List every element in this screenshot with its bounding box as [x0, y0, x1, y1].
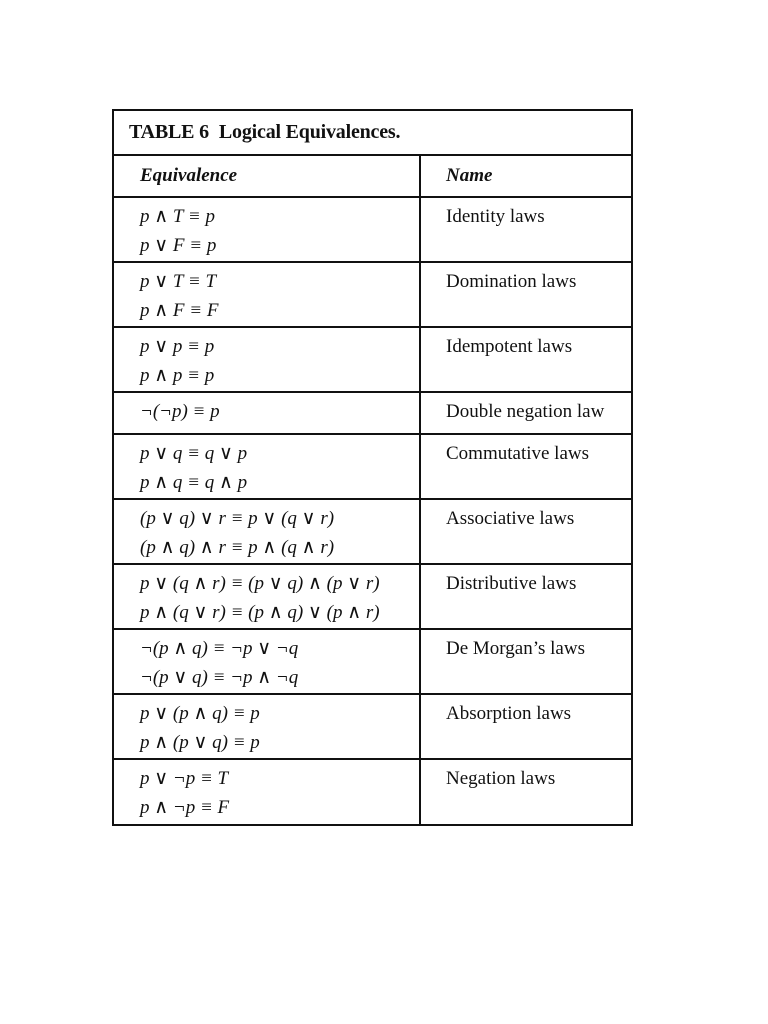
equivalence-cell: [114, 499, 420, 564]
table-row: [114, 694, 633, 759]
name-header: Name: [420, 156, 633, 197]
table-row: [114, 327, 633, 392]
table-row: [114, 564, 633, 629]
table-row: [114, 392, 633, 434]
law-name: Associative laws: [420, 499, 633, 564]
formula: p ∨ T ≡ T: [140, 271, 217, 292]
formula: ¬(p ∧ q) ≡ ¬p ∨ ¬q: [140, 638, 299, 659]
table-row: [114, 629, 633, 694]
equivalence-cell: [114, 197, 420, 262]
formula: p ∨ F ≡ p: [140, 235, 217, 256]
logical-equivalences-table: [112, 109, 633, 826]
formula: p ∧ (p ∨ q) ≡ p: [140, 732, 260, 753]
equivalence-cell: [114, 262, 420, 327]
formula: (p ∧ q) ∧ r ≡ p ∧ (q ∧ r): [140, 537, 335, 558]
table-row: [114, 197, 633, 262]
formula: p ∧ p ≡ p: [140, 365, 215, 386]
law-name: Distributive laws: [420, 564, 633, 629]
formula: p ∧ F ≡ F: [140, 300, 219, 321]
table-row: [114, 499, 633, 564]
formula: p ∨ (q ∧ r) ≡ (p ∨ q) ∧ (p ∨ r): [140, 573, 380, 594]
table-title: Logical Equivalences.: [218, 121, 401, 143]
equivalence-cell: [114, 564, 420, 629]
formula: p ∧ q ≡ q ∧ p: [140, 472, 248, 493]
table-row: [114, 262, 633, 327]
equivalence-grid: [114, 156, 633, 824]
equivalence-cell: [114, 629, 420, 694]
law-name: Identity laws: [420, 197, 633, 262]
equivalence-cell: [114, 327, 420, 392]
formula: p ∨ ¬p ≡ T: [140, 768, 229, 789]
table-number: TABLE 6: [129, 121, 209, 143]
formula: p ∨ q ≡ q ∨ p: [140, 443, 248, 464]
equivalence-cell: [114, 392, 420, 434]
formula: (p ∨ q) ∨ r ≡ p ∨ (q ∨ r): [140, 508, 335, 529]
law-name: Domination laws: [420, 262, 633, 327]
law-name: Double negation law: [420, 392, 633, 434]
law-name: Negation laws: [420, 759, 633, 824]
formula: p ∧ T ≡ p: [140, 206, 215, 227]
equivalence-header: Equivalence: [140, 165, 238, 186]
formula: ¬(¬p) ≡ p: [140, 401, 220, 422]
header-row: [114, 156, 633, 197]
formula: p ∨ p ≡ p: [140, 336, 215, 357]
law-name: Absorption laws: [420, 694, 633, 759]
law-name: De Morgan’s laws: [420, 629, 633, 694]
table-row: [114, 434, 633, 499]
formula: p ∨ (p ∧ q) ≡ p: [140, 703, 260, 724]
equivalence-cell: [114, 694, 420, 759]
equivalence-cell: [114, 434, 420, 499]
law-name: Idempotent laws: [420, 327, 633, 392]
formula: ¬(p ∨ q) ≡ ¬p ∧ ¬q: [140, 667, 299, 688]
table-row: [114, 759, 633, 824]
formula: p ∧ ¬p ≡ F: [140, 797, 230, 818]
law-name: Commutative laws: [420, 434, 633, 499]
equivalence-cell: [114, 759, 420, 824]
table-caption: [114, 111, 631, 156]
formula: p ∧ (q ∨ r) ≡ (p ∧ q) ∨ (p ∧ r): [140, 602, 380, 623]
